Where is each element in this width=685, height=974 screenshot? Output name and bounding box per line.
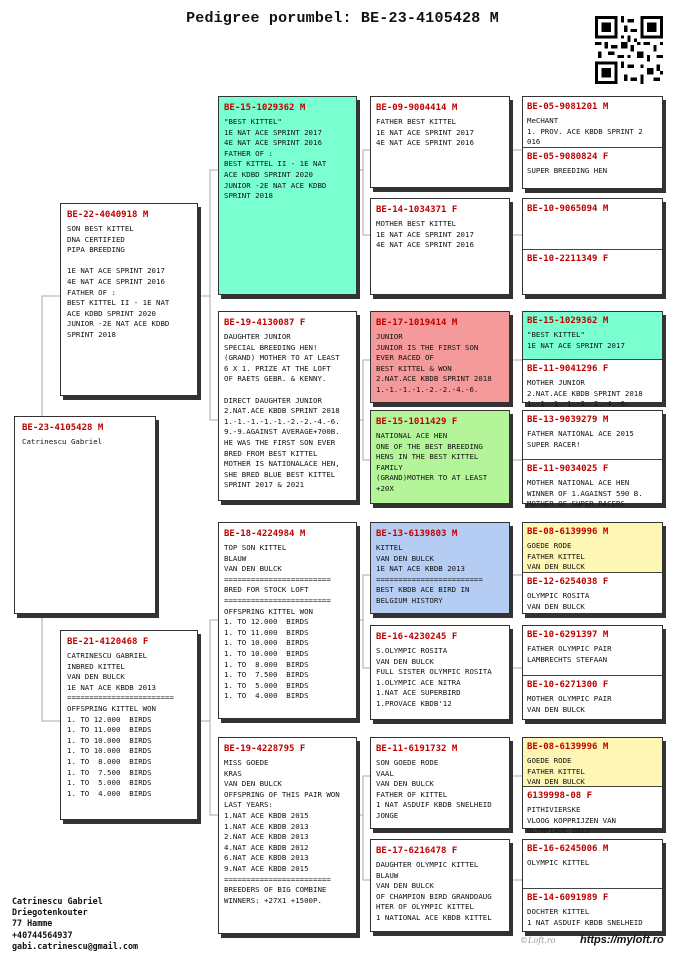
pigeon-pair-card-4[interactable] [522,410,663,509]
ring-number: BE-16-6245006 M [527,844,609,854]
owner-email[interactable]: gabi.catrinescu@gmail.com [12,940,139,951]
ring-number: BE-10-6291397 M [527,630,609,640]
card-notes: NATIONAL ACE HEN ONE OF THE BEST BREEDING HENS IN THE BEST KITTEL FAMILY (GRAND)MOTHER TO AT LEAST +20X [376,431,488,493]
card-notes [527,268,658,294]
pigeon-pair-card-1[interactable] [522,96,663,189]
card-notes: S.OLYMPIC ROSITA VAN DEN BULCK FULL SISTER OLYMPIC ROSITA 1.OLYMPIC ACE NITRA 1.NAT ACE SUPERBIRD 1.PROVACE KBDB'12 [376,646,492,708]
pigeon-card-gen3-8[interactable] [370,839,510,932]
pigeon-card-gen3-6[interactable] [370,625,510,720]
ring-number: BE-10-2211349 F [527,254,609,264]
card-notes [527,218,658,242]
pigeon-pair-card-7[interactable] [522,737,663,836]
card-notes: DAUGHTER OLYMPIC KITTEL BLAUW VAN DEN BULCK OF CHAMPION BIRD GRANDDAUG HTER OF OLYMPIC KITTEL 1 NATIONAL ACE KBDB KITTEL [376,860,492,922]
ring-number: BE-08-6139996 M [527,527,609,537]
ring-number: BE-17-6216478 F [376,846,458,856]
ring-number: BE-10-9065094 M [527,204,609,214]
owner-phone[interactable]: +40744564937 [12,929,73,940]
ring-number: BE-11-6191732 M [376,744,458,754]
card-notes: DAUGHTER JUNIOR SPECIAL BREEDING HEN! (GRAND) MOTHER TO AT LEAST 6 X 1. PRIZE AT THE LOFT OF RAETS GEBR. & KENNY. DIRECT DAUGHTER JUNIOR 2.NAT.ACE KBDB SPRINT 2018 1.-1.-1.-1.-1.-2.-2.-4.-6. 9.-9.AGAINST AVERAGE+700B. HE WAS THE FIRST SON EVER BRED FROM BEST KITTEL MOTHER IS NATIONALACE HEN, SHE BRED BLUE BEST KITTEL SPRINT 2017 & 2021 [224,332,340,490]
card-notes: GOEDE RODE FATHER KITTEL VAN DEN BULCK [527,541,585,572]
owner-contact-block [12,896,138,952]
owner-name: Catrinescu Gabriel [12,896,103,906]
ring-number: BE-19-4130087 F [224,318,306,328]
pigeon-pair-card-6[interactable] [522,625,663,720]
card-notes: OLYMPIC KITTEL [527,858,590,867]
ring-number: BE-23-4105428 M [22,423,104,433]
ring-number: BE-13-6139803 M [376,529,458,539]
pigeon-card-sire-dam[interactable] [218,311,357,501]
page-title: Pedigree porumbel: BE-23-4105428 M [186,10,499,27]
card-notes: SUPER BREEDING HEN [527,166,608,175]
pigeon-card-gen3-1[interactable] [370,96,510,188]
card-notes: MOTHER NATIONAL ACE HEN WINNER OF 1.AGAINST 590 B. MOTHER OF SUPER RACERS [527,478,643,509]
ring-number: BE-14-1034371 F [376,205,458,215]
qr-code-icon [595,16,663,84]
pigeon-card-dam[interactable] [60,630,198,820]
pigeon-card-subject[interactable] [14,416,156,614]
card-notes: MOTHER OLYMPIC PAIR VAN DEN BULCK [527,694,612,714]
pigeon-pair-card-5[interactable] [522,522,663,614]
ring-number: BE-19-4228795 F [224,744,306,754]
ring-number: BE-16-4230245 F [376,632,458,642]
ring-number: BE-15-1011429 F [376,417,458,427]
card-notes: FATHER NATIONAL ACE 2015 SUPER RACER! [527,429,634,449]
card-notes: OLYMPIC ROSITA VAN DEN BULCK [527,591,590,611]
card-notes: Catrinescu Gabriel [22,437,103,446]
ring-number: BE-08-6139996 M [527,742,609,752]
ring-number: BE-17-1019414 M [376,318,458,328]
card-notes: JUNIOR JUNIOR IS THE FIRST SON EVER RACED OF BEST KITTEL & WON 2.NAT.ACE KBDB SPRINT 2018 1.-1.-1.-1.-2.-2.-4.-6. [376,332,492,394]
pigeon-card-dam-sire[interactable] [218,522,357,719]
card-notes: KITTEL VAN DEN BULCK 1E NAT ACE KBDB 2013 ======================== BEST KBDB ACE BIRD IN BELGIUM HISTORY [376,543,483,605]
card-notes: PITHIVIERSKE VLOOG KOPPRIJZEN VAN OLYMPIADE 2013 [527,805,616,836]
ring-number: BE-15-1029362 M [527,316,609,326]
pigeon-card-gen3-4[interactable] [370,410,510,504]
owner-street: Driegotenkouter [12,907,88,918]
pigeon-card-gen3-3[interactable] [370,311,510,403]
card-notes: FATHER OLYMPIC PAIR LAMBRECHTS STEFAAN [527,644,612,664]
ring-number: BE-18-4224984 M [224,529,306,539]
pigeon-pair-card-8[interactable] [522,839,663,932]
card-notes: MOTHER JUNIOR 2.NAT.ACE KBDB SPRINT 2018 1.-1.-1.-1.-2.-2.-4.-6. [527,378,643,409]
signature-mark: ©Loft.ro [520,936,556,945]
pigeon-pair-card-2[interactable] [522,198,663,295]
card-notes: DOCHTER KITTEL 1 NAT ASDUIF KBDB SNELHEID [527,907,643,927]
ring-number: BE-05-9080824 F [527,152,609,162]
card-notes: FATHER BEST KITTEL 1E NAT ACE SPRINT 2017 4E NAT ACE SPRINT 2016 [376,117,474,148]
ring-number: BE-11-9041296 F [527,364,609,374]
pigeon-card-dam-dam[interactable] [218,737,357,934]
card-notes: MeCHANT 1. PROV. ACE KBDB SPRINT 2 016 [527,116,643,147]
ring-number: BE-10-6271300 F [527,680,609,690]
ring-number: BE-15-1029362 M [224,103,306,113]
pigeon-card-sire-sire[interactable] [218,96,357,295]
pigeon-pair-card-3[interactable] [522,311,663,409]
ring-number: BE-09-9004414 M [376,103,458,113]
card-notes: GOEDE RODE FATHER KITTEL VAN DEN BULCK [527,756,585,787]
card-notes: SON BEST KITTEL DNA CERTIFIED PIPA BREEDING 1E NAT ACE SPRINT 2017 4E NAT ACE SPRINT 2016 FATHER OF : BEST KITTEL II - 1E NAT ACE KDBD SPRINT 2020 JUNIOR -2E NAT ACE KDBD SPRINT 2018 [67,224,170,339]
card-notes: MISS GOEDE KRAS VAN DEN BULCK OFFSPRING OF THIS PAIR WON LAST YEARS: 1.NAT ACE KBDB 2015 1.NAT ACE KBDB 2013 2.NAT ACE KBDB 2013 4.NAT ACE KBDB 2012 6.NAT ACE KBDB 2013 9.NAT ACE KBDB 2015 ======================== BREEDERS OF BIG COMBINE WINNERS: +27X1 +1500P. [224,758,340,905]
owner-city: 77 Hamme [12,918,53,929]
ring-number: BE-12-6254038 F [527,577,609,587]
ring-number: BE-22-4040918 M [67,210,149,220]
ring-number: BE-14-6091989 F [527,893,609,903]
pigeon-card-gen3-5[interactable] [370,522,510,614]
pigeon-card-gen3-2[interactable] [370,198,510,295]
card-notes: MOTHER BEST KITTEL 1E NAT ACE SPRINT 2017 4E NAT ACE SPRINT 2016 [376,219,474,250]
ring-number: BE-11-9034025 F [527,464,609,474]
card-notes: "BEST KITTEL" 1E NAT ACE SPRINT 2017 4E NAT ACE SPRINT 2016 FATHER OF : BEST KITTEL II - 1E NAT ACE KDBD SPRINT 2020 JUNIOR -2E NAT ACE KDBD SPRINT 2018 [224,117,327,201]
ring-number: BE-21-4120468 F [67,637,149,647]
ring-number: 6139998-08 F [527,791,593,801]
pigeon-card-sire[interactable] [60,203,198,396]
ring-number: BE-05-9081201 M [527,102,609,112]
card-notes: TOP SON KITTEL BLAUW VAN DEN BULCK ======================== BRED FOR STOCK LOFT ======================== OFFSPRING KITTEL WON 1. TO 12.000 BIRDS 1. TO 11.000 BIRDS 1. TO 10.000 BIRDS 1. TO 10.000 BIRDS 1. TO 8.000 BIRDS 1. TO 7.500 BIRDS 1. TO 5.000 BIRDS 1. TO 4.000 BIRDS [224,543,331,701]
ring-number: BE-13-9039279 M [527,415,609,425]
card-notes: SON GOEDE RODE VAAL VAN DEN BULCK FATHER OF KITTEL 1 NAT ASDUIF KBDB SNELHEID JONGE [376,758,492,820]
website-link[interactable]: https://myloft.ro [580,934,664,946]
pigeon-card-gen3-7[interactable] [370,737,510,829]
card-notes: CATRINESCU GABRIEL INBRED KITTEL VAN DEN BULCK 1E NAT ACE KBDB 2013 ======================== OFFSPRING KITTEL WON 1. TO 12.000 BIRDS 1. TO 11.000 BIRDS 1. TO 10.000 BIRDS 1. TO 10.000 BIRDS 1. TO 8.000 BIRDS 1. TO 7.500 BIRDS 1. TO 5.000 BIRDS 1. TO 4.000 BIRDS [67,651,174,798]
card-notes: "BEST KITTEL" 1E NAT ACE SPRINT 2017 [527,330,625,350]
